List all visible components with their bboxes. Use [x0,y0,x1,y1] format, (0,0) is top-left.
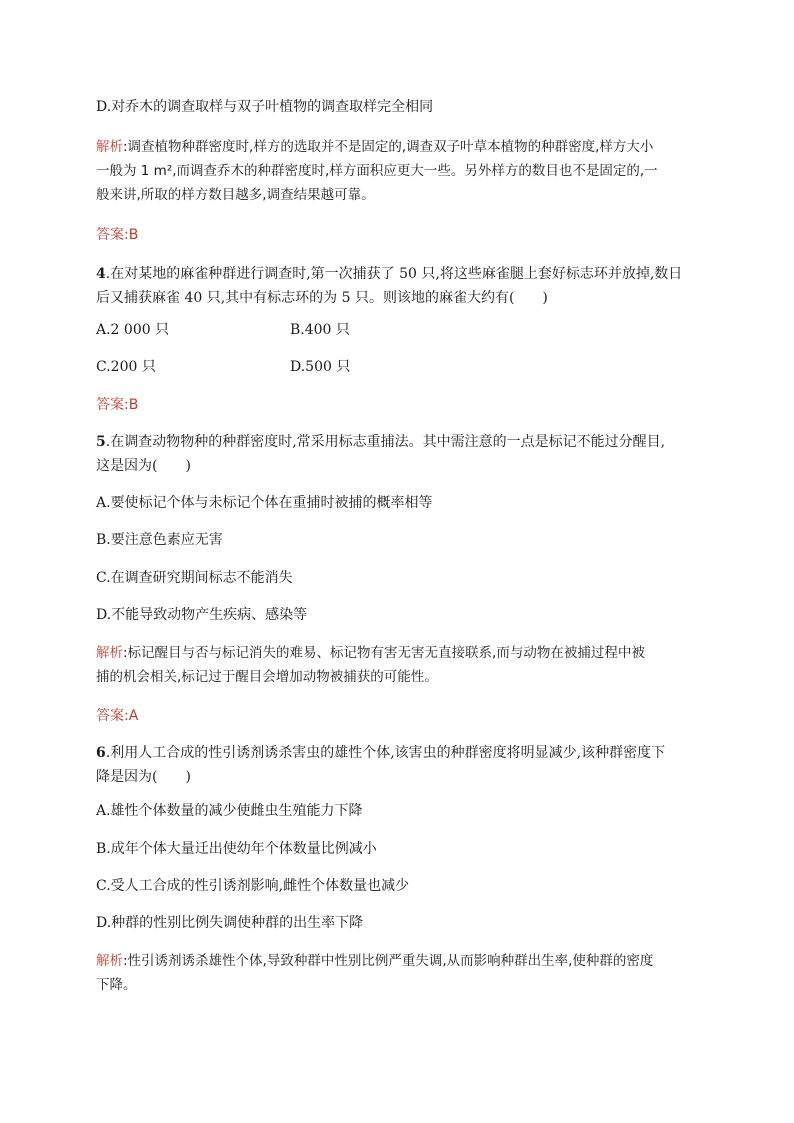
q4-options-row-1 [96,320,350,340]
q4-option-c: C.200 只 [96,359,156,375]
q6-stem-line-2: 降是因为( ) [96,769,191,785]
q5-option-d: D.不能导致动物产生疾病、感染等 [96,607,308,623]
q3-option-d: D.对乔木的调查取样与双子叶植物的调查取样完全相同 [96,99,434,115]
q5-explanation-line-2: 捕的机会相关,标记过于醒目会增加动物被捕获的可能性。 [96,669,438,685]
answer-label: 答案 [96,397,124,413]
q4-option-d: D.500 只 [290,359,351,375]
q5-stem-line-2: 这是因为( ) [96,458,191,474]
explanation-label: 解析 [96,139,123,155]
q5-stem-line-1: 5.在调查动物物种的种群密度时,常采用标志重捕法。其中需注意的一点是标记不能过分醒目, [96,434,666,450]
q3-explanation-line-1: 解析:调查植物种群密度时,样方的选取并不是固定的,调查双子叶草本植物的种群密度,样方大小 [96,139,654,155]
explanation-label: 解析 [96,953,123,969]
q3-answer: 答案:B [96,227,139,243]
q5-answer: 答案:A [96,708,139,724]
answer-label: 答案 [96,708,124,724]
q3-explanation-line-3: 般来讲,所取的样方数目越多,调查结果越可靠。 [96,187,375,203]
q6-explanation-line-2: 下降。 [96,977,137,993]
q4-stem-line-2: 后又捕获麻雀 40 只,其中有标志环的为 5 只。则该地的麻雀大约有( ) [96,290,548,306]
q5-explanation-line-1: 解析:标记醒目与否与标记消失的难易、标记物有害无害无直接联系,而与动物在被捕过程中被 [96,645,645,661]
q5-option-b: B.要注意色素应无害 [96,532,223,548]
q4-options-row-2 [96,357,351,377]
q6-option-a: A.雄性个体数量的减少使雌虫生殖能力下降 [96,803,363,819]
q6-option-c: C.受人工合成的性引诱剂影响,雌性个体数量也减少 [96,878,410,894]
q4-stem-line-1: 4.在对某地的麻雀种群进行调查时,第一次捕获了 50 只,将这些麻雀腿上套好标志环并放掉,数日 [96,266,683,282]
q5-option-c: C.在调查研究期间标志不能消失 [96,570,293,586]
answer-label: 答案 [96,227,124,243]
q3-explanation-line-2: 一般为 1 m²,而调查乔木的种群密度时,样方面积应更大一些。另外样方的数目也不是固定的,一 [96,163,658,179]
q4-option-b: B.400 只 [290,322,350,338]
q6-explanation-line-1: 解析:性引诱剂诱杀雄性个体,导致种群中性别比例严重失调,从而影响种群出生率,使种群的密度 [96,953,654,969]
explanation-label: 解析 [96,645,123,661]
question-number: 4 [96,266,106,282]
q4-answer: 答案:B [96,397,139,413]
q6-option-d: D.种群的性别比例失调使种群的出生率下降 [96,915,364,931]
question-number: 6 [96,745,106,761]
q6-option-b: B.成年个体大量迁出使幼年个体数量比例减小 [96,841,377,857]
q4-option-a: A.2 000 只 [96,322,170,338]
question-number: 5 [96,434,106,450]
q5-option-a: A.要使标记个体与未标记个体在重捕时被捕的概率相等 [96,495,433,511]
q6-stem-line-1: 6.利用人工合成的性引诱剂诱杀害虫的雄性个体,该害虫的种群密度将明显减少,该种群密度下 [96,745,666,761]
